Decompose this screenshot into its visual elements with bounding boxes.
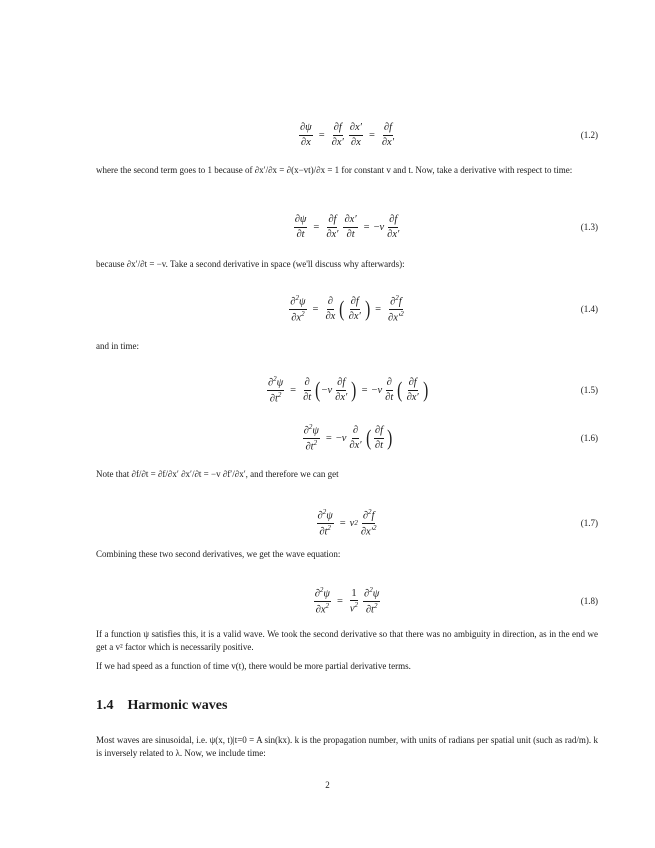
paragraph: because ∂x′/∂t = −v. Take a second derivative in space (we'll discuss why afterwards):: [96, 259, 405, 269]
equation-1-4: $\frac{\partial^2\psi}{\partial x^2}$ = $\frac{\partial}{\partial x}$ ( $\frac{\partial f}{\partial x'}$ ) = $\frac{\partial^2f}{\partial x'^2}$ (1.4): [290, 293, 598, 323]
paragraph: where the second term goes to 1 because of ∂x′/∂x = ∂(x−vt)/∂x = 1 for constant v and t. Now, take a derivative with respect to time:: [96, 165, 573, 175]
paragraph: and in time:: [96, 341, 139, 351]
equation-number: (1.6): [580, 433, 598, 443]
equation-1-7: $\frac{\partial^2\psi}{\partial t^2}$ = v 2 $\frac{\partial^2f}{\partial x'^2}$ (1.7): [317, 507, 598, 537]
equation-1-2: $\frac{\partial\psi}{\partial x}$ = $\frac{\partial f}{\partial x'}$ $\frac{\partial x'}{\partial x}$ = $\frac{\partial f}{\partial x'}$ (1.2): [299, 122, 598, 148]
equation-1-5: $\frac{\partial^2\psi}{\partial t^2}$ = $\frac{\partial}{\partial t}$ ( − v $\frac{\partial f}{\partial x'}$ ) = − v $\frac{\partial}{\partial t}$ ( $\frac{\partial f}{\partial x'}$ ) (1.5): [267, 374, 598, 404]
paragraph: If we had speed as a function of time v(t), there would be more partial derivative terms.: [96, 661, 411, 671]
paragraph: Note that ∂f/∂t = ∂f/∂x′ ∂x′/∂t = −v ∂f′/∂x′, and therefore we can get: [96, 469, 339, 479]
paragraph: If a function ψ satisfies this, it is a valid wave. We took the second derivative so that there was no ambiguity in direction, as in the end we get a v² factor which is necessarily positive.: [96, 629, 598, 652]
equation-number: (1.2): [580, 130, 598, 140]
equation-1-8: $\frac{\partial^2\psi}{\partial x^2}$ = $\frac{1}{v^2}$ $\frac{\partial^2\psi}{\partial t^2}$ (1.8): [314, 585, 598, 615]
equation-number: (1.3): [580, 222, 598, 232]
paragraph: Most waves are sinusoidal, i.e. ψ(x, t)|t=0 = A sin(kx). k is the propagation number, with units of radians per spatial unit (such as rad/m). k is inversely related to λ. Now, we include time:: [96, 735, 598, 758]
equation-number: (1.5): [580, 385, 598, 395]
section-number: 1.4: [96, 698, 114, 713]
equation-number: (1.7): [580, 518, 598, 528]
section-title-text: Harmonic waves: [127, 698, 228, 713]
equation-number: (1.4): [580, 304, 598, 314]
equation-1-6: $\frac{\partial^2\psi}{\partial t^2}$ = − v $\frac{\partial}{\partial x'}$ ( $\frac{\partial f}{\partial t}$ ) (1.6): [303, 422, 598, 452]
equation-1-3: $\frac{\partial\psi}{\partial t}$ = $\frac{\partial f}{\partial x'}$ $\frac{\partial x'}{\partial t}$ = − v $\frac{\partial f}{\partial x'}$ (1.3): [294, 214, 598, 240]
section-heading: [96, 698, 227, 714]
page-number: 2: [325, 780, 330, 790]
paragraph: Combining these two second derivatives, we get the wave equation:: [96, 549, 341, 559]
equation-number: (1.8): [580, 596, 598, 606]
